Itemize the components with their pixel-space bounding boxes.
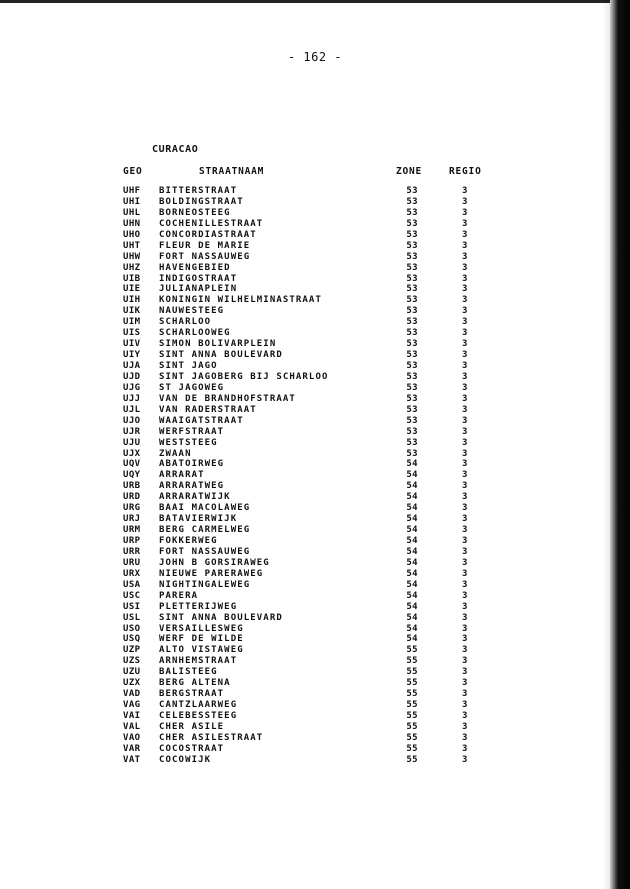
- zone-cell: 54: [406, 601, 418, 612]
- regio-cell: 3: [462, 382, 468, 393]
- table-row: [0, 394, 630, 405]
- zone-cell: 53: [406, 229, 418, 240]
- regio-cell: 3: [462, 328, 468, 339]
- zone-cell: 54: [406, 590, 418, 601]
- geo-cell: UJR: [123, 426, 141, 437]
- table-row: [0, 569, 630, 580]
- geo-cell: UHI: [123, 196, 141, 207]
- street-cell: BERG ALTENA: [159, 678, 231, 689]
- table-row: [0, 284, 630, 295]
- regio-cell: 3: [462, 218, 468, 229]
- table-row: [0, 449, 630, 460]
- street-cell: WESTSTEEG: [159, 437, 218, 448]
- geo-cell: UIK: [123, 306, 141, 317]
- table-row: [0, 459, 630, 470]
- column-header-street: STRAATNAAM: [199, 166, 265, 177]
- street-cell: VERSAILLESWEG: [159, 623, 244, 634]
- table-row: [0, 755, 630, 766]
- street-cell: BOLDINGSTRAAT: [159, 196, 244, 207]
- regio-cell: 3: [462, 240, 468, 251]
- regio-cell: 3: [462, 678, 468, 689]
- street-cell: COCOSTRAAT: [159, 743, 225, 754]
- regio-cell: 3: [462, 601, 468, 612]
- zone-cell: 54: [406, 536, 418, 546]
- geo-cell: UHO: [123, 229, 141, 240]
- regio-cell: 3: [462, 196, 468, 207]
- street-cell: PLETTERIJWEG: [159, 601, 238, 612]
- street-cell: NAUWESTEEG: [159, 306, 225, 317]
- geo-cell: UHL: [123, 207, 141, 218]
- street-cell: JULIANAPLEIN: [159, 284, 238, 295]
- regio-cell: 3: [462, 656, 468, 667]
- street-cell: INDIGOSTRAAT: [159, 273, 238, 284]
- table-row: [0, 558, 630, 569]
- street-cell: VAN RADERSTRAAT: [159, 404, 257, 415]
- zone-cell: 53: [406, 382, 418, 393]
- table-row: [0, 241, 630, 252]
- table-row: [0, 722, 630, 733]
- regio-cell: 3: [462, 186, 468, 196]
- geo-cell: VAR: [123, 743, 141, 754]
- geo-cell: UJU: [123, 437, 141, 448]
- street-cell: BALISTEEG: [159, 667, 218, 678]
- zone-cell: 53: [406, 251, 418, 262]
- regio-cell: 3: [462, 536, 468, 546]
- geo-cell: URP: [123, 536, 141, 546]
- zone-cell: 53: [406, 262, 418, 273]
- table-row: [0, 678, 630, 689]
- geo-cell: UIS: [123, 328, 141, 339]
- zone-cell: 55: [406, 700, 418, 711]
- zone-cell: 53: [406, 437, 418, 448]
- zone-cell: 54: [406, 612, 418, 623]
- table-row: [0, 263, 630, 274]
- zone-cell: 53: [406, 339, 418, 350]
- section-title: CURACAO: [152, 144, 199, 155]
- table-row: [0, 339, 630, 350]
- street-cell: SINT ANNA BOULEVARD: [159, 350, 283, 361]
- table-row: [0, 438, 630, 449]
- geo-cell: UZP: [123, 645, 141, 656]
- regio-cell: 3: [462, 273, 468, 284]
- zone-cell: 53: [406, 317, 418, 328]
- table-row: [0, 580, 630, 591]
- geo-cell: UQV: [123, 459, 141, 470]
- street-cell: COCOWIJK: [159, 754, 212, 765]
- zone-cell: 55: [406, 645, 418, 656]
- street-cell: JOHN B GORSIRAWEG: [159, 557, 270, 568]
- zone-cell: 55: [406, 678, 418, 689]
- geo-cell: URM: [123, 525, 141, 536]
- street-cell: SCHARLOOWEG: [159, 328, 231, 339]
- regio-cell: 3: [462, 711, 468, 721]
- street-cell: ARRARAT: [159, 470, 205, 481]
- geo-cell: VAG: [123, 700, 141, 711]
- regio-cell: 3: [462, 448, 468, 459]
- zone-cell: 55: [406, 656, 418, 667]
- geo-cell: URR: [123, 546, 141, 557]
- table-row: [0, 361, 630, 372]
- table-row: [0, 470, 630, 481]
- geo-cell: UJD: [123, 371, 141, 382]
- column-header-zone: ZONE: [396, 166, 423, 177]
- geo-cell: USL: [123, 612, 141, 623]
- geo-cell: VAI: [123, 711, 141, 721]
- table-row: [0, 711, 630, 722]
- zone-cell: 54: [406, 492, 418, 503]
- regio-cell: 3: [462, 514, 468, 525]
- geo-cell: VAT: [123, 754, 141, 765]
- table-row: [0, 634, 630, 645]
- zone-cell: 55: [406, 689, 418, 700]
- table-row: [0, 689, 630, 700]
- street-cell: BAAI MACOLAWEG: [159, 503, 251, 514]
- geo-cell: URD: [123, 492, 141, 503]
- zone-cell: 53: [406, 361, 418, 371]
- table-row: [0, 525, 630, 536]
- column-header-geo: GEO: [123, 166, 143, 177]
- geo-cell: UHT: [123, 240, 141, 251]
- geo-cell: UHW: [123, 251, 141, 262]
- zone-cell: 53: [406, 196, 418, 207]
- table-row: [0, 492, 630, 503]
- street-cell: FLEUR DE MARIE: [159, 240, 251, 251]
- street-cell: CANTZLAARWEG: [159, 700, 238, 711]
- page-number: - 162 -: [287, 50, 343, 64]
- zone-cell: 54: [406, 557, 418, 568]
- zone-cell: 54: [406, 568, 418, 579]
- geo-cell: UIB: [123, 273, 141, 284]
- geo-cell: UQY: [123, 470, 141, 481]
- geo-cell: UZU: [123, 667, 141, 678]
- street-cell: FORT NASSAUWEG: [159, 251, 251, 262]
- geo-cell: UIV: [123, 339, 141, 350]
- table-row: [0, 536, 630, 547]
- table-row: [0, 547, 630, 558]
- regio-cell: 3: [462, 568, 468, 579]
- geo-cell: UHN: [123, 218, 141, 229]
- regio-cell: 3: [462, 459, 468, 470]
- zone-cell: 53: [406, 240, 418, 251]
- table-row: [0, 405, 630, 416]
- zone-cell: 53: [406, 393, 418, 404]
- regio-cell: 3: [462, 262, 468, 273]
- street-cell: VAN DE BRANDHOFSTRAAT: [159, 393, 296, 404]
- zone-cell: 53: [406, 415, 418, 426]
- regio-cell: 3: [462, 426, 468, 437]
- street-cell: BERGSTRAAT: [159, 689, 225, 700]
- street-cell: ABATOIRWEG: [159, 459, 225, 470]
- street-cell: CELEBESSTEEG: [159, 711, 238, 721]
- regio-cell: 3: [462, 492, 468, 503]
- regio-cell: 3: [462, 689, 468, 700]
- zone-cell: 54: [406, 623, 418, 634]
- table-row: [0, 252, 630, 263]
- zone-cell: 53: [406, 448, 418, 459]
- zone-cell: 53: [406, 295, 418, 306]
- regio-cell: 3: [462, 700, 468, 711]
- table-row: [0, 186, 630, 197]
- geo-cell: URB: [123, 481, 141, 492]
- geo-cell: UJL: [123, 404, 141, 415]
- zone-cell: 53: [406, 306, 418, 317]
- table-row: [0, 372, 630, 383]
- street-cell: SCHARLOO: [159, 317, 212, 328]
- regio-cell: 3: [462, 306, 468, 317]
- table-row: [0, 514, 630, 525]
- table-row: [0, 416, 630, 427]
- scan-edge-top: [0, 0, 630, 3]
- geo-cell: VAO: [123, 732, 141, 743]
- regio-cell: 3: [462, 371, 468, 382]
- street-cell: NIGHTINGALEWEG: [159, 579, 251, 590]
- table-row: [0, 295, 630, 306]
- zone-cell: 53: [406, 328, 418, 339]
- street-cell: BATAVIERWIJK: [159, 514, 238, 525]
- zone-cell: 54: [406, 503, 418, 514]
- zone-cell: 53: [406, 284, 418, 295]
- table-row: [0, 383, 630, 394]
- regio-cell: 3: [462, 470, 468, 481]
- geo-cell: UJA: [123, 361, 141, 371]
- table-row: [0, 613, 630, 624]
- street-cell: CHER ASILESTRAAT: [159, 732, 264, 743]
- geo-cell: UJJ: [123, 393, 141, 404]
- regio-cell: 3: [462, 503, 468, 514]
- table-row: [0, 503, 630, 514]
- street-cell: ARRARATWEG: [159, 481, 225, 492]
- street-cell: PARERA: [159, 590, 199, 601]
- street-cell: ARRARATWIJK: [159, 492, 231, 503]
- regio-cell: 3: [462, 415, 468, 426]
- zone-cell: 54: [406, 525, 418, 536]
- column-header-regio: REGIO: [449, 166, 482, 177]
- zone-cell: 54: [406, 634, 418, 645]
- zone-cell: 54: [406, 470, 418, 481]
- street-cell: WAAIGATSTRAAT: [159, 415, 244, 426]
- table-row: [0, 481, 630, 492]
- zone-cell: 55: [406, 743, 418, 754]
- table-row: [0, 197, 630, 208]
- street-cell: HAVENGEBIED: [159, 262, 231, 273]
- geo-cell: UJO: [123, 415, 141, 426]
- geo-cell: USO: [123, 623, 141, 634]
- street-cell: FOKKERWEG: [159, 536, 218, 546]
- regio-cell: 3: [462, 284, 468, 295]
- street-cell: COCHENILLESTRAAT: [159, 218, 264, 229]
- geo-cell: VAD: [123, 689, 141, 700]
- street-cell: BITTERSTRAAT: [159, 186, 238, 196]
- geo-cell: UIH: [123, 295, 141, 306]
- table-row: [0, 328, 630, 339]
- regio-cell: 3: [462, 546, 468, 557]
- geo-cell: UJG: [123, 382, 141, 393]
- table-row: [0, 624, 630, 635]
- geo-cell: USQ: [123, 634, 141, 645]
- regio-cell: 3: [462, 525, 468, 536]
- street-cell: SINT JAGO: [159, 361, 218, 371]
- zone-cell: 54: [406, 459, 418, 470]
- table-row: [0, 350, 630, 361]
- table-row: [0, 700, 630, 711]
- street-cell: SINT JAGOBERG BIJ SCHARLOO: [159, 371, 329, 382]
- regio-cell: 3: [462, 590, 468, 601]
- table-row: [0, 733, 630, 744]
- regio-cell: 3: [462, 295, 468, 306]
- table-row: [0, 230, 630, 241]
- zone-cell: 53: [406, 207, 418, 218]
- regio-cell: 3: [462, 623, 468, 634]
- table-row: [0, 744, 630, 755]
- zone-cell: 54: [406, 579, 418, 590]
- geo-cell: UIE: [123, 284, 141, 295]
- geo-cell: URX: [123, 568, 141, 579]
- table-row: [0, 667, 630, 678]
- geo-cell: URJ: [123, 514, 141, 525]
- geo-cell: UZS: [123, 656, 141, 667]
- street-cell: CHER ASILE: [159, 721, 225, 732]
- regio-cell: 3: [462, 404, 468, 415]
- street-cell: ALTO VISTAWEG: [159, 645, 244, 656]
- street-cell: FORT NASSAUWEG: [159, 546, 251, 557]
- regio-cell: 3: [462, 350, 468, 361]
- regio-cell: 3: [462, 393, 468, 404]
- regio-cell: 3: [462, 229, 468, 240]
- table-row: [0, 306, 630, 317]
- street-table: [0, 186, 630, 766]
- regio-cell: 3: [462, 721, 468, 732]
- geo-cell: URU: [123, 557, 141, 568]
- street-cell: BORNEOSTEEG: [159, 207, 231, 218]
- zone-cell: 55: [406, 667, 418, 678]
- regio-cell: 3: [462, 743, 468, 754]
- table-row: [0, 591, 630, 602]
- regio-cell: 3: [462, 754, 468, 765]
- geo-cell: UHZ: [123, 262, 141, 273]
- zone-cell: 54: [406, 546, 418, 557]
- geo-cell: UJX: [123, 448, 141, 459]
- street-cell: BERG CARMELWEG: [159, 525, 251, 536]
- street-cell: SINT ANNA BOULEVARD: [159, 612, 283, 623]
- zone-cell: 55: [406, 754, 418, 765]
- regio-cell: 3: [462, 634, 468, 645]
- table-row: [0, 645, 630, 656]
- geo-cell: VAL: [123, 721, 141, 732]
- zone-cell: 54: [406, 481, 418, 492]
- zone-cell: 54: [406, 514, 418, 525]
- zone-cell: 53: [406, 426, 418, 437]
- street-cell: KONINGIN WILHELMINASTRAAT: [159, 295, 322, 306]
- zone-cell: 55: [406, 711, 418, 721]
- geo-cell: UIY: [123, 350, 141, 361]
- geo-cell: URG: [123, 503, 141, 514]
- table-row: [0, 602, 630, 613]
- street-cell: NIEUWE PARERAWEG: [159, 568, 264, 579]
- table-row: [0, 274, 630, 285]
- table-row: [0, 656, 630, 667]
- regio-cell: 3: [462, 667, 468, 678]
- zone-cell: 53: [406, 350, 418, 361]
- table-row: [0, 219, 630, 230]
- zone-cell: 55: [406, 732, 418, 743]
- geo-cell: USI: [123, 601, 141, 612]
- street-cell: WERFSTRAAT: [159, 426, 225, 437]
- table-row: [0, 427, 630, 438]
- geo-cell: UHF: [123, 186, 141, 196]
- zone-cell: 53: [406, 186, 418, 196]
- zone-cell: 55: [406, 721, 418, 732]
- regio-cell: 3: [462, 579, 468, 590]
- regio-cell: 3: [462, 732, 468, 743]
- regio-cell: 3: [462, 437, 468, 448]
- table-row: [0, 317, 630, 328]
- regio-cell: 3: [462, 361, 468, 371]
- geo-cell: USC: [123, 590, 141, 601]
- table-row: [0, 208, 630, 219]
- zone-cell: 53: [406, 273, 418, 284]
- geo-cell: UZX: [123, 678, 141, 689]
- regio-cell: 3: [462, 317, 468, 328]
- street-cell: CONCORDIASTRAAT: [159, 229, 257, 240]
- zone-cell: 53: [406, 404, 418, 415]
- regio-cell: 3: [462, 251, 468, 262]
- street-cell: ZWAAN: [159, 448, 192, 459]
- street-cell: ARNHEMSTRAAT: [159, 656, 238, 667]
- street-cell: ST JAGOWEG: [159, 382, 225, 393]
- table-header: [0, 166, 630, 178]
- regio-cell: 3: [462, 557, 468, 568]
- geo-cell: USA: [123, 579, 141, 590]
- zone-cell: 53: [406, 218, 418, 229]
- regio-cell: 3: [462, 207, 468, 218]
- street-cell: SIMON BOLIVARPLEIN: [159, 339, 277, 350]
- geo-cell: UIM: [123, 317, 141, 328]
- regio-cell: 3: [462, 339, 468, 350]
- regio-cell: 3: [462, 645, 468, 656]
- regio-cell: 3: [462, 612, 468, 623]
- street-cell: WERF DE WILDE: [159, 634, 244, 645]
- regio-cell: 3: [462, 481, 468, 492]
- zone-cell: 53: [406, 371, 418, 382]
